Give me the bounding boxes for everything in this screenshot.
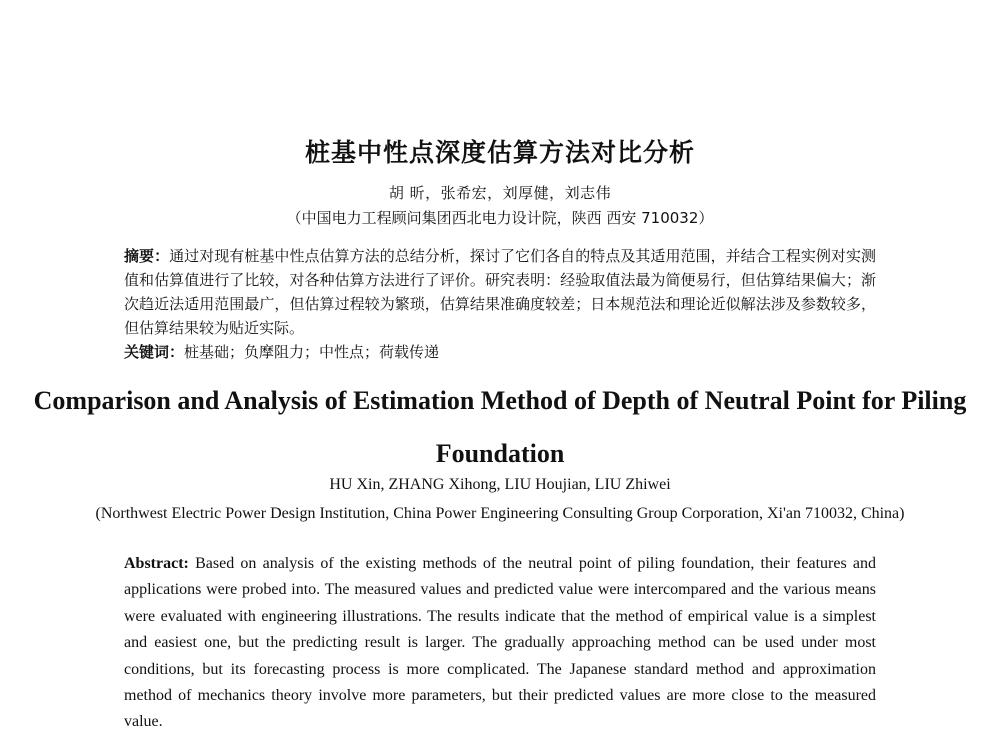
chinese-keywords xyxy=(124,340,439,364)
chinese-authors: 胡 昕，张希宏，刘厚健，刘志伟 xyxy=(388,184,612,202)
english-affiliation: (Northwest Electric Power Design Institution, China Power Engineering Consulting Group Corporation, Xi'an 710032, China) xyxy=(95,505,905,522)
english-title: Comparison and Analysis of Estimation Method of Depth of Neutral Point for Piling Foundation xyxy=(33,386,967,468)
chinese-keywords-label: 关键词： xyxy=(124,343,185,361)
chinese-abstract xyxy=(124,244,876,340)
chinese-title: 桩基中性点深度估算方法对比分析 xyxy=(304,138,695,167)
english-abstract xyxy=(124,551,876,736)
chinese-keywords-text: 桩基础；负摩阻力；中性点；荷载传递 xyxy=(184,343,440,361)
chinese-affiliation: （中国电力工程顾问集团西北电力设计院，陕西 西安 710032） xyxy=(286,209,714,227)
english-abstract-label: Abstract: xyxy=(124,555,189,572)
english-authors: HU Xin, ZHANG Xihong, LIU Houjian, LIU Zhiwei xyxy=(329,476,671,493)
chinese-abstract-text: 通过对现有桩基中性点估算方法的总结分析，探讨了它们各自的特点及其适用范围，并结合工程实例对实测值和估算值进行了比较，对各种估算方法进行了评价。研究表明：经验取值法最为简便易行，但估算结果偏大；渐次趋近法适用范围最广，但估算过程较为繁琐，估算结果准确度较差；日本规范法和理论近似解法涉及参数较多，但估算结果较为贴近实际。 xyxy=(124,247,876,337)
chinese-abstract-label: 摘要： xyxy=(124,247,170,265)
english-abstract-text: Based on analysis of the existing methods of the neutral point of piling foundation, their features and applications were probed into. The measured values and predicted value were intercompared and the various means were evaluated with engineering illustrations. The results indicate that the method of empirical value is a simplest and easiest one, but the predicting result is larger. The gradually approaching method can be used under most conditions, but its forecasting process is more complicated. The Japanese standard method and approximation method of mechanics theory involve more parameters, but their predicted values are more close to the measured value. xyxy=(124,555,877,731)
